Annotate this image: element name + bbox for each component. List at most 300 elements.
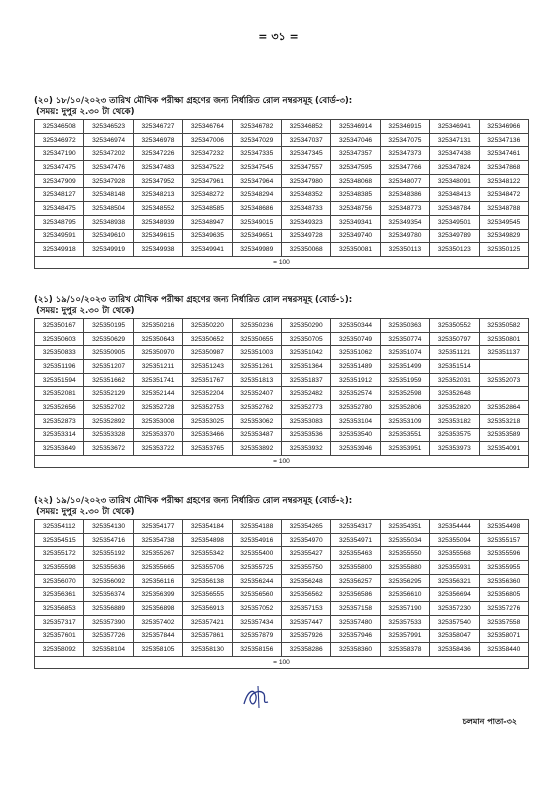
roll-number-cell: 325355706 — [183, 561, 232, 575]
roll-number-cell: 325350603 — [35, 332, 84, 346]
roll-number-cell: 325350125 — [479, 243, 528, 257]
total-count: = 100 — [35, 455, 529, 467]
roll-number-cell: 325356092 — [84, 574, 133, 588]
roll-number-cell: 325353025 — [183, 414, 232, 428]
roll-number-cell: 325357726 — [84, 629, 133, 643]
table-row — [35, 346, 529, 360]
roll-number-cell: 325356853 — [35, 602, 84, 616]
roll-number-cell: 325352204 — [183, 387, 232, 401]
roll-number-cell: 325348127 — [35, 188, 84, 202]
roll-number-cell: 325348733 — [281, 202, 330, 216]
roll-number-cell: 325346508 — [35, 120, 84, 134]
roll-number-cell: 325355267 — [133, 547, 182, 561]
roll-number-cell: 325351121 — [430, 346, 479, 360]
roll-number-cell: 325351207 — [84, 360, 133, 374]
roll-number-cell: 325353370 — [133, 428, 182, 442]
roll-number-cell: 325353765 — [183, 442, 232, 456]
section-board-1 — [34, 295, 529, 468]
roll-number-cell: 325352073 — [479, 373, 528, 387]
roll-number-cell: 325358378 — [380, 643, 429, 657]
roll-number-cell: 325353008 — [133, 414, 182, 428]
roll-number-cell: 325358440 — [479, 643, 528, 657]
roll-number-cell: 325347964 — [232, 174, 281, 188]
roll-number-cell: 325349740 — [331, 229, 380, 243]
roll-number-cell: 325356560 — [232, 588, 281, 602]
roll-number-cell: 325350113 — [380, 243, 429, 257]
roll-number-cell: 325348585 — [183, 202, 232, 216]
roll-number-cell: 325358105 — [133, 643, 182, 657]
roll-number-cell: 325348068 — [331, 174, 380, 188]
table-row — [35, 615, 529, 629]
table-row — [35, 360, 529, 374]
roll-number-cell: 325349780 — [380, 229, 429, 243]
table-row — [35, 202, 529, 216]
roll-number-cell: 325353466 — [183, 428, 232, 442]
roll-number-cell: 325357153 — [281, 602, 330, 616]
roll-number-cell: 325354515 — [35, 533, 84, 547]
roll-number-cell: 325355157 — [479, 533, 528, 547]
roll-number-cell: 325348475 — [35, 202, 84, 216]
roll-number-cell: 325357158 — [331, 602, 380, 616]
roll-number-cell: 325350220 — [183, 319, 232, 333]
table-row — [35, 161, 529, 175]
roll-number-cell: 325357421 — [183, 615, 232, 629]
roll-number-cell: 325349545 — [479, 215, 528, 229]
table-row — [35, 387, 529, 401]
roll-number-cell: 325356610 — [380, 588, 429, 602]
roll-number-cell: 325353951 — [380, 442, 429, 456]
roll-number-cell: 325346915 — [380, 120, 429, 134]
roll-number-cell: 325355172 — [35, 547, 84, 561]
roll-number-cell: 325346972 — [35, 133, 84, 147]
table-row — [35, 319, 529, 333]
roll-number-cell: 325358071 — [479, 629, 528, 643]
roll-number-cell: 325347909 — [35, 174, 84, 188]
roll-number-cell: 325350216 — [133, 319, 182, 333]
roll-number-cell: 325347232 — [183, 147, 232, 161]
table-row — [35, 229, 529, 243]
roll-number-cell: 325356295 — [380, 574, 429, 588]
roll-number-cell: 325351959 — [380, 373, 429, 387]
roll-number-cell: 325352873 — [35, 414, 84, 428]
roll-number-cell: 325349635 — [183, 229, 232, 243]
table-row — [35, 643, 529, 657]
total-row — [35, 656, 529, 668]
roll-number-cell: 325356361 — [35, 588, 84, 602]
roll-number-cell: 325356360 — [479, 574, 528, 588]
roll-number-cell: 325350652 — [183, 332, 232, 346]
roll-number-cell: 325348386 — [380, 188, 429, 202]
roll-number-cell: 325354716 — [84, 533, 133, 547]
roll-number-cell: 325355342 — [183, 547, 232, 561]
roll-number-cell: 325357558 — [479, 615, 528, 629]
roll-number-cell: 325350905 — [84, 346, 133, 360]
roll-number-cell: 325350344 — [331, 319, 380, 333]
roll-number-cell: 325354351 — [380, 520, 429, 534]
roll-number-cell: 325352773 — [281, 401, 330, 415]
roll-number-cell: 325355800 — [331, 561, 380, 575]
roll-number-cell: 325353722 — [133, 442, 182, 456]
roll-number-cell: 325347037 — [281, 133, 330, 147]
roll-number-cell: 325351662 — [84, 373, 133, 387]
roll-number-cell: 325358156 — [232, 643, 281, 657]
roll-number-cell: 325358047 — [430, 629, 479, 643]
roll-number-cell: 325354970 — [281, 533, 330, 547]
roll-number-cell: 325353062 — [232, 414, 281, 428]
roll-number-cell: 325347461 — [479, 147, 528, 161]
roll-number-cell: 325354130 — [84, 520, 133, 534]
roll-number-cell: 325355596 — [479, 547, 528, 561]
roll-number-cell: 325357601 — [35, 629, 84, 643]
roll-number-cell: 325347952 — [133, 174, 182, 188]
roll-number-cell: 325356244 — [232, 574, 281, 588]
roll-number-cell: 325347046 — [331, 133, 380, 147]
total-row — [35, 455, 529, 467]
section-title: (২১) ১৯/১০/২০২৩ তারিখ মৌখিক পরীক্ষা গ্রহণের জন্য নির্ধারিত রোল নম্বরসমূহ (বোর্ড-১): — [34, 295, 353, 305]
roll-number-cell: 325352820 — [430, 401, 479, 415]
roll-number-cell: 325353218 — [479, 414, 528, 428]
signature-mark — [238, 682, 278, 712]
roll-number-cell: 325351767 — [183, 373, 232, 387]
table-row — [35, 373, 529, 387]
roll-number-cell: 325357390 — [84, 615, 133, 629]
roll-number-cell: 325347075 — [380, 133, 429, 147]
roll-number-cell: 325357447 — [281, 615, 330, 629]
roll-number-cell: 325349918 — [35, 243, 84, 257]
roll-number-cell: 325354177 — [133, 520, 182, 534]
table-row — [35, 414, 529, 428]
roll-number-cell: 325347226 — [133, 147, 182, 161]
roll-number-cell: 325350987 — [183, 346, 232, 360]
roll-number-cell: 325353892 — [232, 442, 281, 456]
roll-number-cell: 325346941 — [430, 120, 479, 134]
roll-number-cell: 325358436 — [430, 643, 479, 657]
roll-number-cell: 325346764 — [183, 120, 232, 134]
roll-number-cell: 325346978 — [133, 133, 182, 147]
roll-number-cell: 325347557 — [281, 161, 330, 175]
roll-number-cell: 325350970 — [133, 346, 182, 360]
roll-number-cell: 325347190 — [35, 147, 84, 161]
roll-number-cell: 325348795 — [35, 215, 84, 229]
roll-number-cell: 325350629 — [84, 332, 133, 346]
roll-number-cell: 325358360 — [331, 643, 380, 657]
roll-number-cell: 325357230 — [430, 602, 479, 616]
roll-number-cell: 325347357 — [331, 147, 380, 161]
roll-number-cell: 325347202 — [84, 147, 133, 161]
roll-number-cell: 325346966 — [479, 120, 528, 134]
roll-number-cell: 325354184 — [183, 520, 232, 534]
roll-number-cell: 325352702 — [84, 401, 133, 415]
roll-number-cell: 325349323 — [281, 215, 330, 229]
roll-number-cell: 325347131 — [430, 133, 479, 147]
roll-number-cell: 325353109 — [380, 414, 429, 428]
roll-number-cell: 325348077 — [380, 174, 429, 188]
roll-number-cell: 325357317 — [35, 615, 84, 629]
roll-number-cell: 325352762 — [232, 401, 281, 415]
roll-number-cell: 325347335 — [232, 147, 281, 161]
page-number: = ৩১ = — [258, 30, 299, 43]
roll-number-cell: 325355463 — [331, 547, 380, 561]
table-row — [35, 428, 529, 442]
roll-number-cell: 325352482 — [281, 387, 330, 401]
roll-number-cell: 325351243 — [183, 360, 232, 374]
roll-number-cell: 325348122 — [479, 174, 528, 188]
roll-number-cell: 325352407 — [232, 387, 281, 401]
roll-number-cell: 325356555 — [183, 588, 232, 602]
roll-number-cell: 325347373 — [380, 147, 429, 161]
roll-number-cell: 325350801 — [479, 332, 528, 346]
roll-number-cell: 325349341 — [331, 215, 380, 229]
roll-number-cell: 325356070 — [35, 574, 84, 588]
section-time: (সময়: দুপুর ২.৩০ টা থেকে) — [36, 306, 135, 316]
roll-number-cell: 325350833 — [35, 346, 84, 360]
roll-number-cell: 325351364 — [281, 360, 330, 374]
roll-number-cell: 325349938 — [133, 243, 182, 257]
roll-number-cell: 325356138 — [183, 574, 232, 588]
roll-number-cell: 325348756 — [331, 202, 380, 216]
roll-number-cell: 325355665 — [133, 561, 182, 575]
roll-number-cell: 325353649 — [35, 442, 84, 456]
roll-number-cell: 325357052 — [232, 602, 281, 616]
roll-number-cell: 325348939 — [133, 215, 182, 229]
roll-number-cell: 325355192 — [84, 547, 133, 561]
table-row — [35, 520, 529, 534]
roll-number-cell: 325349789 — [430, 229, 479, 243]
roll-number-cell: 325349015 — [232, 215, 281, 229]
roll-number-cell: 325349354 — [380, 215, 429, 229]
roll-number-cell: 325346852 — [281, 120, 330, 134]
roll-number-cell: 325356116 — [133, 574, 182, 588]
roll-number-cell: 325347522 — [183, 161, 232, 175]
roll-number-cell: 325356374 — [84, 588, 133, 602]
roll-number-cell: 325347345 — [281, 147, 330, 161]
roll-number-cell: 325350705 — [281, 332, 330, 346]
roll-number-cell: 325347483 — [133, 161, 182, 175]
roll-number-cell: 325355568 — [430, 547, 479, 561]
roll-number-cell: 325350774 — [380, 332, 429, 346]
roll-number-cell: 325354898 — [183, 533, 232, 547]
roll-number-cell: 325347961 — [183, 174, 232, 188]
table-row — [35, 215, 529, 229]
roll-number-cell: 325353083 — [281, 414, 330, 428]
roll-number-cell: 325350167 — [35, 319, 84, 333]
roll-number-cell: 325351912 — [331, 373, 380, 387]
table-row — [35, 561, 529, 575]
roll-number-cell: 325356321 — [430, 574, 479, 588]
roll-number-cell: 325352598 — [380, 387, 429, 401]
roll-number-cell: 325351261 — [232, 360, 281, 374]
roll-number-cell: 325350582 — [479, 319, 528, 333]
roll-number-cell: 325348773 — [380, 202, 429, 216]
roll-number-cell: 325346523 — [84, 120, 133, 134]
roll-number-cell: 325350081 — [331, 243, 380, 257]
roll-number-cell: 325353314 — [35, 428, 84, 442]
roll-number-cell: 325353589 — [479, 428, 528, 442]
roll-number-cell: 325348091 — [430, 174, 479, 188]
roll-number-cell: 325347475 — [35, 161, 84, 175]
roll-number-cell — [479, 387, 528, 401]
roll-number-cell: 325347006 — [183, 133, 232, 147]
roll-number-cell: 325348294 — [232, 188, 281, 202]
roll-number-cell: 325347595 — [331, 161, 380, 175]
roll-number-cell: 325350749 — [331, 332, 380, 346]
roll-number-cell: 325348552 — [133, 202, 182, 216]
roll-number-cell: 325356898 — [133, 602, 182, 616]
roll-number-cell: 325356913 — [183, 602, 232, 616]
roll-number-cell: 325346727 — [133, 120, 182, 134]
section-time: (সময়: দুপুর ২.৩০ টা থেকে) — [36, 507, 135, 517]
roll-number-cell: 325355034 — [380, 533, 429, 547]
roll-number-cell: 325352728 — [133, 401, 182, 415]
roll-number-cell: 325351837 — [281, 373, 330, 387]
roll-number-cell: 325358104 — [84, 643, 133, 657]
roll-number-cell: 325348352 — [281, 188, 330, 202]
roll-number-cell: 325347476 — [84, 161, 133, 175]
roll-number-cell: 325356889 — [84, 602, 133, 616]
roll-number-cell: 325357190 — [380, 602, 429, 616]
roll-number-cell: 325349989 — [232, 243, 281, 257]
roll-number-cell: 325350363 — [380, 319, 429, 333]
roll-number-cell: 325355400 — [232, 547, 281, 561]
roll-number-cell: 325351196 — [35, 360, 84, 374]
roll-number-cell: 325353487 — [232, 428, 281, 442]
roll-number-cell: 325353182 — [430, 414, 479, 428]
roll-number-cell: 325350123 — [430, 243, 479, 257]
roll-number-cell: 325355750 — [281, 561, 330, 575]
roll-number-cell: 325354444 — [430, 520, 479, 534]
roll-number-cell: 325355636 — [84, 561, 133, 575]
table-row — [35, 120, 529, 134]
roll-number-cell: 325349829 — [479, 229, 528, 243]
roll-number-cell: 325352806 — [380, 401, 429, 415]
roll-number-cell: 325351499 — [380, 360, 429, 374]
total-count: = 100 — [35, 656, 529, 668]
roll-number-cell: 325357402 — [133, 615, 182, 629]
roll-number-cell: 325350797 — [430, 332, 479, 346]
roll-number-cell: 325352081 — [35, 387, 84, 401]
roll-number-cell: 325354317 — [331, 520, 380, 534]
roll-number-cell: 325353540 — [331, 428, 380, 442]
roll-number-cell: 325348938 — [84, 215, 133, 229]
roll-number-cell: 325349941 — [183, 243, 232, 257]
roll-table — [34, 119, 529, 269]
roll-number-cell: 325353551 — [380, 428, 429, 442]
roll-number-cell: 325348788 — [479, 202, 528, 216]
roll-number-cell: 325357879 — [232, 629, 281, 643]
roll-table — [34, 519, 529, 669]
total-row — [35, 256, 529, 268]
roll-number-cell: 325358092 — [35, 643, 84, 657]
roll-number-cell: 325352031 — [430, 373, 479, 387]
roll-number-cell: 325352780 — [331, 401, 380, 415]
roll-number-cell: 325356399 — [133, 588, 182, 602]
roll-number-cell: 325352129 — [84, 387, 133, 401]
roll-number-cell: 325353932 — [281, 442, 330, 456]
table-row — [35, 174, 529, 188]
section-title: (২২) ১৯/১০/২০২৩ তারিখ মৌখিক পরীক্ষা গ্রহণের জন্য নির্ধারিত রোল নম্বরসমূহ (বোর্ড-২): — [34, 496, 353, 506]
roll-number-cell: 325357540 — [430, 615, 479, 629]
roll-number-cell: 325358286 — [281, 643, 330, 657]
roll-number-cell: 325357434 — [232, 615, 281, 629]
roll-number-cell: 325348148 — [84, 188, 133, 202]
roll-number-cell: 325346974 — [84, 133, 133, 147]
total-count: = 100 — [35, 256, 529, 268]
roll-number-cell: 325349610 — [84, 229, 133, 243]
table-row — [35, 442, 529, 456]
roll-number-cell: 325347766 — [380, 161, 429, 175]
roll-number-cell: 325356248 — [281, 574, 330, 588]
roll-number-cell: 325348413 — [430, 188, 479, 202]
table-row — [35, 574, 529, 588]
roll-number-cell: 325352753 — [183, 401, 232, 415]
roll-number-cell: 325348472 — [479, 188, 528, 202]
roll-number-cell: 325354091 — [479, 442, 528, 456]
roll-number-cell: 325351514 — [430, 360, 479, 374]
roll-number-cell: 325347980 — [281, 174, 330, 188]
roll-number-cell: 325351042 — [281, 346, 330, 360]
roll-number-cell: 325357276 — [479, 602, 528, 616]
roll-number-cell: 325349728 — [281, 229, 330, 243]
roll-number-cell: 325348686 — [232, 202, 281, 216]
roll-number-cell: 325352574 — [331, 387, 380, 401]
roll-number-cell: 325347438 — [430, 147, 479, 161]
roll-number-cell: 325351074 — [380, 346, 429, 360]
roll-number-cell: 325354112 — [35, 520, 84, 534]
roll-number-cell: 325351813 — [232, 373, 281, 387]
roll-number-cell: 325350655 — [232, 332, 281, 346]
roll-number-cell: 325356586 — [331, 588, 380, 602]
roll-number-cell: 325349615 — [133, 229, 182, 243]
roll-number-cell: 325351003 — [232, 346, 281, 360]
table-row — [35, 602, 529, 616]
roll-number-cell: 325348784 — [430, 202, 479, 216]
roll-number-cell: 325347136 — [479, 133, 528, 147]
roll-number-cell: 325347545 — [232, 161, 281, 175]
roll-number-cell: 325351062 — [331, 346, 380, 360]
section-board-3 — [34, 96, 529, 269]
roll-number-cell: 325353328 — [84, 428, 133, 442]
roll-number-cell: 325352656 — [35, 401, 84, 415]
roll-number-cell: 325358130 — [183, 643, 232, 657]
roll-number-cell: 325349651 — [232, 229, 281, 243]
roll-number-cell: 325357480 — [331, 615, 380, 629]
roll-number-cell: 325352144 — [133, 387, 182, 401]
table-row — [35, 629, 529, 643]
roll-number-cell: 325357991 — [380, 629, 429, 643]
roll-number-cell: 325353536 — [281, 428, 330, 442]
roll-number-cell: 325354971 — [331, 533, 380, 547]
roll-number-cell: 325348385 — [331, 188, 380, 202]
roll-number-cell: 325353973 — [430, 442, 479, 456]
table-row — [35, 188, 529, 202]
roll-number-cell: 325357946 — [331, 629, 380, 643]
roll-number-cell: 325351137 — [479, 346, 528, 360]
roll-number-cell: 325357861 — [183, 629, 232, 643]
roll-number-cell: 325349501 — [430, 215, 479, 229]
roll-number-cell: 325348213 — [133, 188, 182, 202]
roll-number-cell: 325355094 — [430, 533, 479, 547]
roll-number-cell: 325351211 — [133, 360, 182, 374]
roll-number-cell: 325351594 — [35, 373, 84, 387]
table-row — [35, 533, 529, 547]
roll-number-cell: 325347029 — [232, 133, 281, 147]
roll-number-cell: 325355598 — [35, 561, 84, 575]
roll-number-cell: 325347928 — [84, 174, 133, 188]
roll-number-cell: 325348504 — [84, 202, 133, 216]
roll-number-cell: 325353575 — [430, 428, 479, 442]
roll-number-cell: 325355550 — [380, 547, 429, 561]
roll-number-cell: 325355427 — [281, 547, 330, 561]
